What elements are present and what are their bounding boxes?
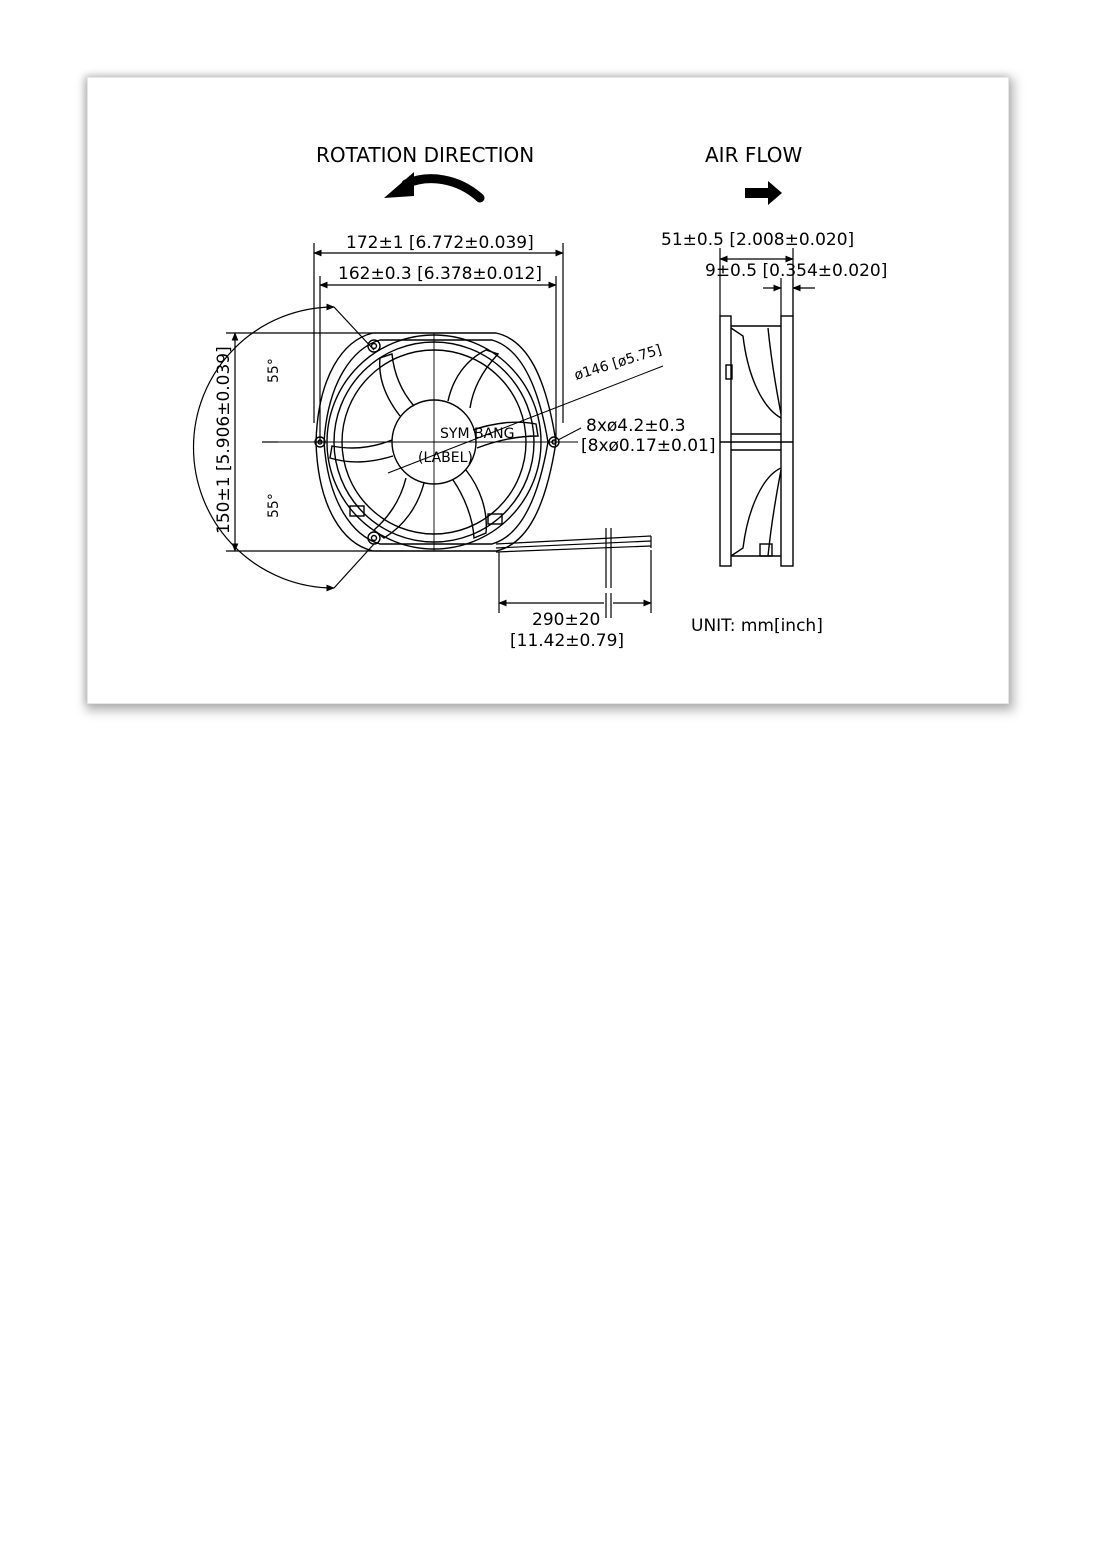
holes-label-inch: [8xø0.17±0.01] [581, 436, 716, 456]
angle-bottom-label: 55° [266, 493, 282, 518]
depth-dimension [720, 248, 793, 316]
drawing-panel [88, 78, 1008, 703]
fan-drawing [88, 78, 1008, 703]
label-tag: (LABEL) [418, 450, 473, 466]
outer-width-label: 172±1 [6.772±0.039] [346, 233, 534, 253]
hole-width-dimension [320, 276, 556, 443]
lead-wire [496, 528, 651, 618]
rotation-arrow-icon [384, 172, 480, 198]
label-brand: SYM BANG [440, 426, 515, 442]
lead-length-mm: 290±20 [532, 610, 601, 630]
holes-label-mm: 8xø4.2±0.3 [586, 416, 686, 436]
flange-label: 9±0.5 [0.354±0.020] [705, 261, 888, 281]
flange-dimension [763, 278, 815, 316]
air-flow-title: AIR FLOW [705, 143, 803, 167]
airflow-arrow-icon [745, 181, 782, 205]
unit-note: UNIT: mm[inch] [691, 616, 823, 636]
height-label: 150±1 [5.906±0.039] [214, 346, 234, 534]
lead-length-inch: [11.42±0.79] [510, 631, 625, 651]
diameter-label: ø146 [ø5.75] [572, 342, 664, 384]
depth-label: 51±0.5 [2.008±0.020] [661, 230, 855, 250]
fan-side-view [720, 316, 793, 566]
rotation-direction-title: ROTATION DIRECTION [316, 143, 535, 167]
angle-top-label: 55° [266, 358, 282, 383]
hole-width-label: 162±0.3 [6.378±0.012] [338, 264, 542, 284]
